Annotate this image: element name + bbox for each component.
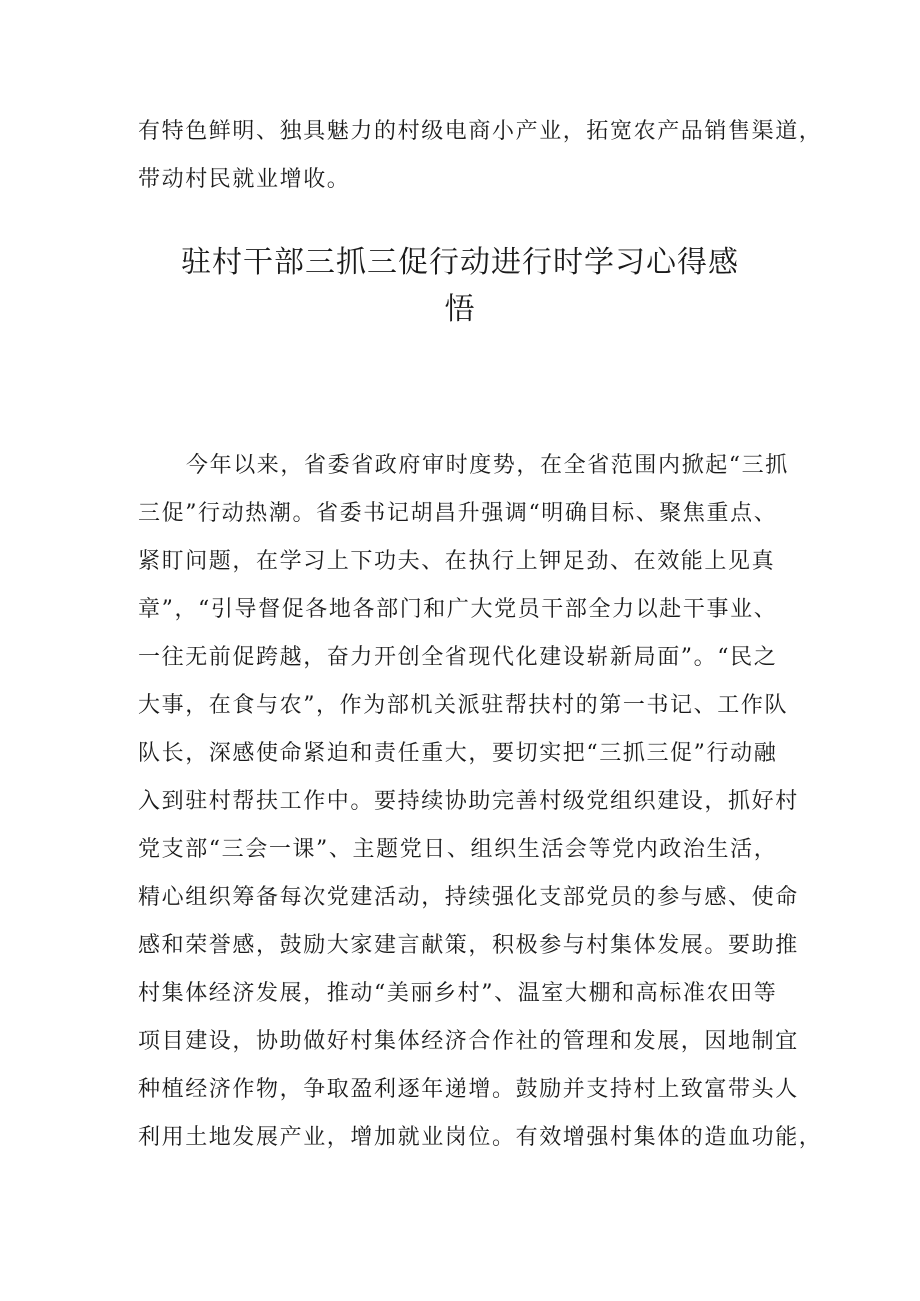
body-line: 章”，“引导督促各地各部门和广大党员干部全力以赴干事业、	[138, 597, 778, 622]
body-line: 入到驻村帮扶工作中。要持续协助完善村级党组织建设，抓好村	[138, 789, 799, 814]
body-line: 队长，深感使命紧迫和责任重大，要切实把“三抓三促”行动融	[138, 741, 778, 766]
body-line: 项目建设，协助做好村集体经济合作社的管理和发展，因地制宜	[138, 1029, 799, 1054]
body-line: 今年以来，省委省政府审时度势，在全省范围内掀起“三抓	[186, 453, 789, 478]
prev-paragraph-line: 带动村民就业增收。	[138, 167, 351, 192]
body-line: 村集体经济发展，推动“美丽乡村”、温室大棚和高标准农田等	[138, 981, 778, 1006]
body-line: 党支部“三会一课”、主题党日、组织生活会等党内政治生活，	[138, 837, 778, 862]
body-line: 精心组织筹备每次党建活动，持续强化支部党员的参与感、使命	[138, 885, 799, 910]
body-line: 三促”行动热潮。省委书记胡昌升强调“明确目标、聚焦重点、	[138, 501, 778, 526]
article-title-line: 驻村干部三抓三促行动进行时学习心得感	[181, 245, 739, 280]
body-line: 大事，在食与农”，作为部机关派驻帮扶村的第一书记、工作队	[138, 693, 789, 718]
body-line: 紧盯问题，在学习上下功夫、在执行上钾足劲、在效能上见真	[138, 549, 776, 574]
body-line: 利用土地发展产业，增加就业岗位。有效增强村集体的造血功能，	[138, 1125, 823, 1150]
prev-paragraph-line: 有特色鲜明、独具魅力的村级电商小产业，拓宽农产品销售渠道，	[138, 119, 823, 144]
article-title-line: 悟	[444, 292, 476, 327]
body-line: 一往无前促跨越，奋力开创全省现代化建设崭新局面”。“民之	[138, 645, 778, 670]
body-line: 感和荣誉感，鼓励大家建言献策，积极参与村集体发展。要助推	[138, 933, 799, 958]
body-line: 种植经济作物，争取盈利逐年递增。鼓励并支持村上致富带头人	[138, 1077, 799, 1102]
